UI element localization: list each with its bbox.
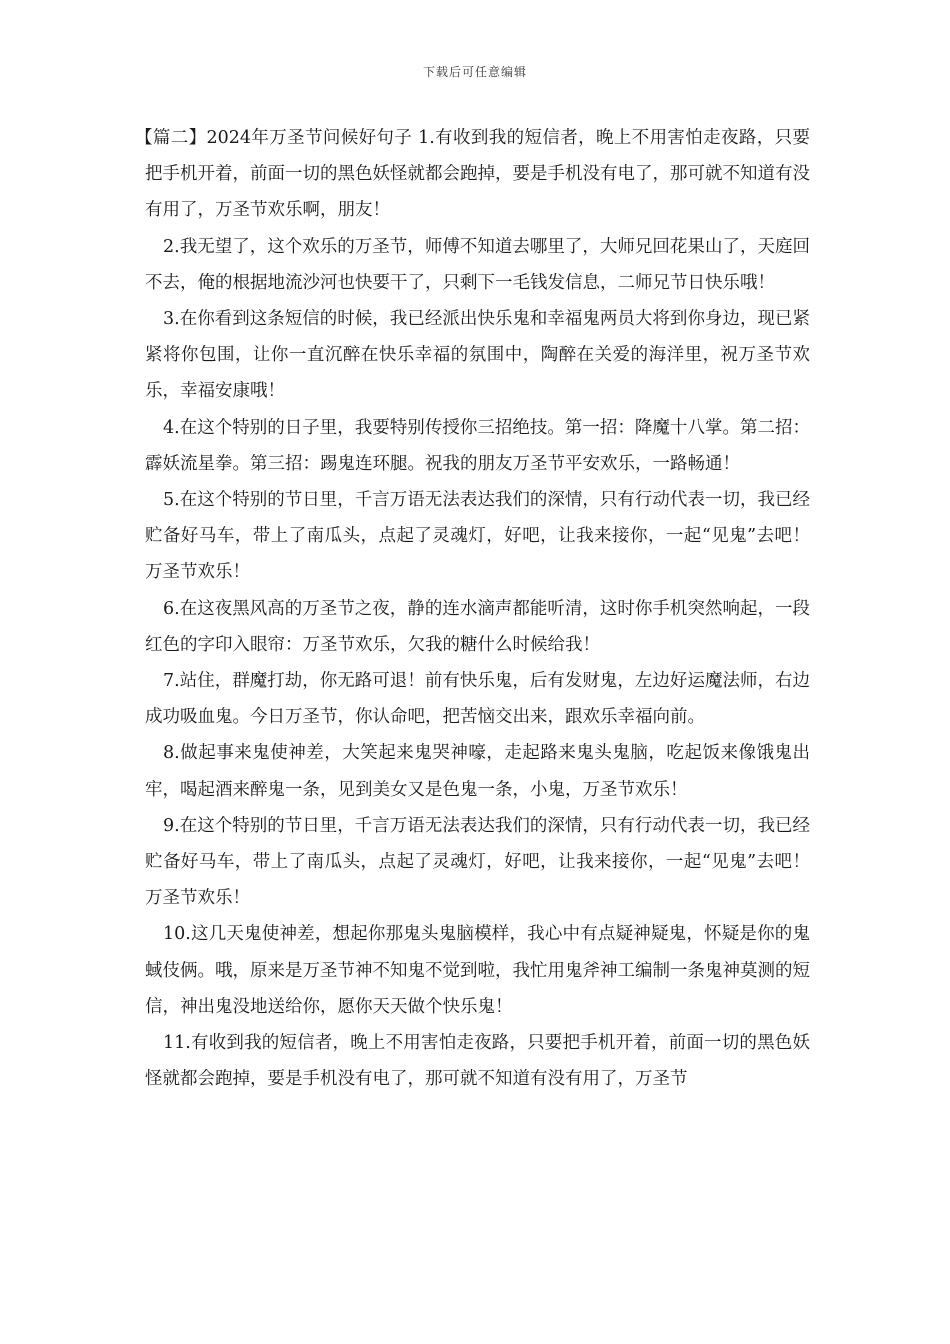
paragraph-6: 6.在这夜黑风高的万圣节之夜，静的连水滴声都能听清，这时你手机突然响起，一段红色的字印入眼帘：万圣节欢乐，欠我的糖什么时候给我！ (145, 598, 810, 655)
paragraph-11: 11.有收到我的短信者，晚上不用害怕走夜路，只要把手机开着，前面一切的黑色妖怪就都会跑掉，要是手机没有电了，那可就不知道有没有用了，万圣节 (145, 1033, 810, 1090)
paragraph-9: 9.在这个特别的节日里，千言万语无法表达我们的深情，只有行动代表一切，我已经贮备好马车，带上了南瓜头，点起了灵魂灯，好吧，让我来接你，一起“见鬼”去吧！万圣节欢乐！ (145, 815, 810, 909)
paragraph-7: 7.站住，群魔打劫，你无路可退！前有快乐鬼，后有发财鬼，左边好运魔法师，右边成功吸血鬼。今日万圣节，你认命吧，把苦恼交出来，跟欢乐幸福向前。 (145, 671, 810, 728)
paragraph-5: 5.在这个特别的节日里，千言万语无法表达我们的深情，只有行动代表一切，我已经贮备好马车，带上了南瓜头，点起了灵魂灯，好吧，让我来接你，一起“见鬼”去吧！万圣节欢乐！ (145, 490, 810, 583)
paragraph-3: 3.在你看到这条短信的时候，我已经派出快乐鬼和幸福鬼两员大将到你身边，现已紧紧将你包围，让你一直沉醉在快乐幸福的氛围中，陶醉在关爱的海洋里，祝万圣节欢乐，幸福安康哦！ (145, 309, 810, 402)
page-header: 下载后可任意编辑 (422, 65, 527, 79)
paragraph-4: 4.在这个特别的日子里，我要特别传授你三招绝技。第一招：降魔十八掌。第二招：霹妖流星拳。第三招：踢鬼连环腿。祝我的朋友万圣节平安欢乐，一路畅通！ (145, 417, 810, 474)
paragraph-2: 2.我无望了，这个欢乐的万圣节，师傅不知道去哪里了，大师兄回花果山了，天庭回不去，俺的根据地流沙河也快要干了，只剩下一毛钱发信息，二师兄节日快乐哦！ (145, 236, 810, 293)
paragraph-intro: 【篇二】2024年万圣节问候好句子 1.有收到我的短信者，晚上不用害怕走夜路，只要把手机开着，前面一切的黑色妖怪就都会跑掉，要是手机没有电了，那可就不知道有没有用了，万圣节欢乐啊，朋友！ (135, 128, 810, 221)
paragraph-8: 8.做起事来鬼使神差，大笑起来鬼哭神嚎，走起路来鬼头鬼脑，吃起饭来像饿鬼出牢，喝起酒来醉鬼一条，见到美女又是色鬼一条，小鬼，万圣节欢乐！ (145, 743, 810, 800)
paragraph-10: 10.这几天鬼使神差，想起你那鬼头鬼脑模样，我心中有点疑神疑鬼，怀疑是你的鬼蜮伎俩。哦，原来是万圣节神不知鬼不觉到啦，我忙用鬼斧神工编制一条鬼神莫测的短信，神出鬼没地送给你，愿你天天做个快乐鬼！ (145, 924, 810, 1017)
document-body (135, 120, 810, 1097)
